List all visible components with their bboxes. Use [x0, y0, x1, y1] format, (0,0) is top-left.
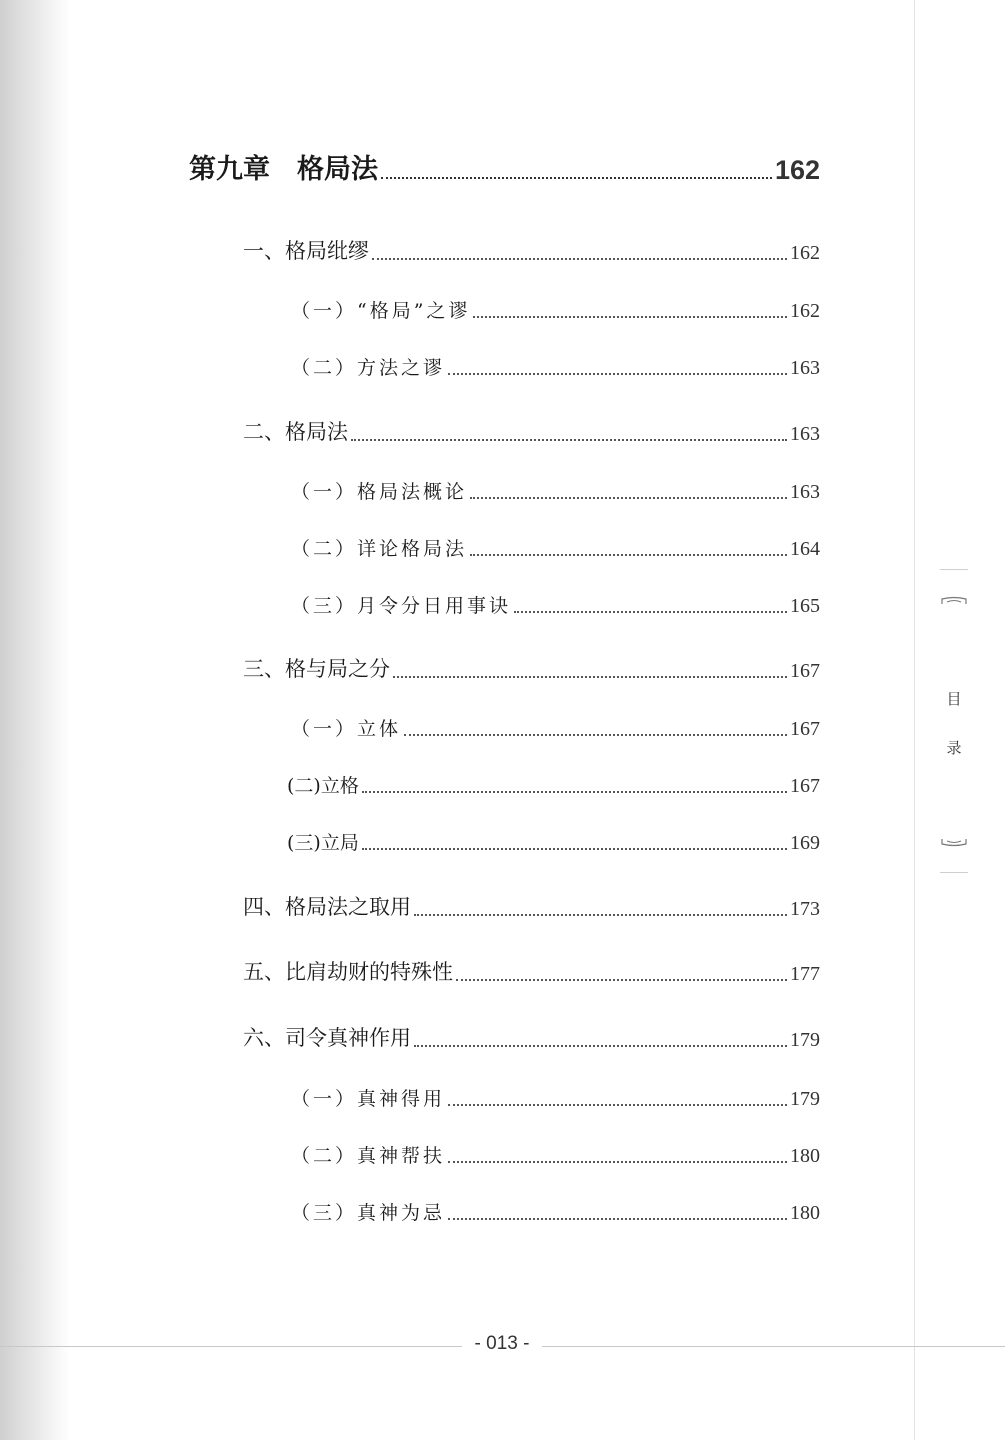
ornament-icon — [941, 596, 967, 606]
chapter-page: 162 — [774, 155, 820, 185]
entry-title: （二）详论格局法 — [291, 538, 468, 560]
entry-title: （一）立体 — [291, 718, 402, 740]
entry-page: 179 — [790, 1029, 820, 1051]
toc-entry[interactable] — [291, 534, 820, 561]
side-tab-rule-bottom — [940, 872, 968, 873]
entry-page: 165 — [790, 595, 820, 617]
toc-entry[interactable] — [291, 353, 820, 380]
dot-leader — [404, 733, 787, 736]
dot-leader — [470, 553, 787, 556]
book-spine-shadow — [0, 0, 70, 1440]
dot-leader — [372, 257, 787, 260]
toc-entry[interactable] — [287, 771, 820, 798]
entry-title: (三)立局 — [287, 832, 359, 854]
side-tab-rule-top — [940, 569, 968, 570]
entry-page: 162 — [790, 242, 820, 264]
dot-leader — [470, 496, 787, 499]
entry-title: （一）“格局”之谬 — [291, 300, 471, 322]
entry-page: 163 — [790, 481, 820, 503]
dot-leader — [448, 1160, 787, 1163]
entry-title: 五、比肩劫财的特殊性 — [243, 960, 453, 984]
entry-page: 167 — [790, 718, 820, 740]
ornament-icon — [941, 837, 967, 847]
entry-page: 173 — [790, 898, 820, 920]
toc-entry[interactable] — [291, 1198, 820, 1225]
toc-entry[interactable] — [287, 828, 820, 855]
entry-page: 163 — [790, 423, 820, 445]
entry-title: （二）真神帮扶 — [291, 1145, 446, 1167]
toc-entry[interactable] — [243, 416, 820, 446]
toc-entry[interactable] — [291, 1084, 820, 1111]
entry-title: 二、格局法 — [243, 420, 348, 444]
entry-title: 三、格与局之分 — [243, 657, 390, 681]
dot-leader — [448, 1103, 787, 1106]
entry-title: （二）方法之谬 — [291, 357, 446, 379]
margin-rule — [914, 0, 915, 1440]
side-tab-char: 目 — [946, 690, 962, 708]
dot-leader — [414, 913, 787, 916]
dot-leader — [514, 610, 787, 613]
dot-leader — [393, 675, 787, 678]
entry-page: 177 — [790, 963, 820, 985]
entry-title: （三）真神为忌 — [291, 1202, 446, 1224]
toc-entry[interactable] — [243, 891, 820, 921]
side-tab-char: 录 — [946, 739, 962, 757]
entry-title: （一）真神得用 — [291, 1088, 446, 1110]
toc-entry[interactable] — [291, 296, 820, 323]
entry-page: 167 — [790, 775, 820, 797]
page-number: - 013 - — [462, 1333, 542, 1355]
toc-entry[interactable] — [291, 1141, 820, 1168]
toc-entry[interactable] — [291, 714, 820, 741]
entry-page: 167 — [790, 660, 820, 682]
dot-leader — [362, 790, 787, 793]
entry-page: 169 — [790, 832, 820, 854]
dot-leader — [381, 176, 772, 179]
dot-leader — [448, 372, 787, 375]
dot-leader — [473, 315, 787, 318]
dot-leader — [362, 847, 787, 850]
toc-entry[interactable] — [243, 235, 820, 265]
entry-page: 163 — [790, 357, 820, 379]
entry-page: 162 — [790, 300, 820, 322]
toc-entry[interactable] — [243, 653, 820, 683]
dot-leader — [414, 1044, 787, 1047]
entry-title: 四、格局法之取用 — [243, 895, 411, 919]
entry-title: (二)立格 — [287, 775, 359, 797]
toc-entry[interactable] — [291, 591, 820, 618]
entry-page: 180 — [790, 1202, 820, 1224]
chapter-title: 第九章 格局法 — [189, 154, 378, 185]
dot-leader — [456, 978, 787, 981]
toc-chapter-heading[interactable] — [189, 147, 820, 186]
toc-entry[interactable] — [291, 477, 820, 504]
toc-entry[interactable] — [243, 956, 820, 986]
entry-page: 179 — [790, 1088, 820, 1110]
entry-title: 一、格局纰缪 — [243, 239, 369, 263]
entry-title: （三）月令分日用事诀 — [291, 595, 512, 617]
dot-leader — [351, 438, 787, 441]
entry-title: 六、司令真神作用 — [243, 1026, 411, 1050]
entry-page: 164 — [790, 538, 820, 560]
dot-leader — [448, 1217, 787, 1220]
toc-entry[interactable] — [243, 1022, 820, 1052]
entry-page: 180 — [790, 1145, 820, 1167]
entry-title: （一）格局法概论 — [291, 481, 468, 503]
